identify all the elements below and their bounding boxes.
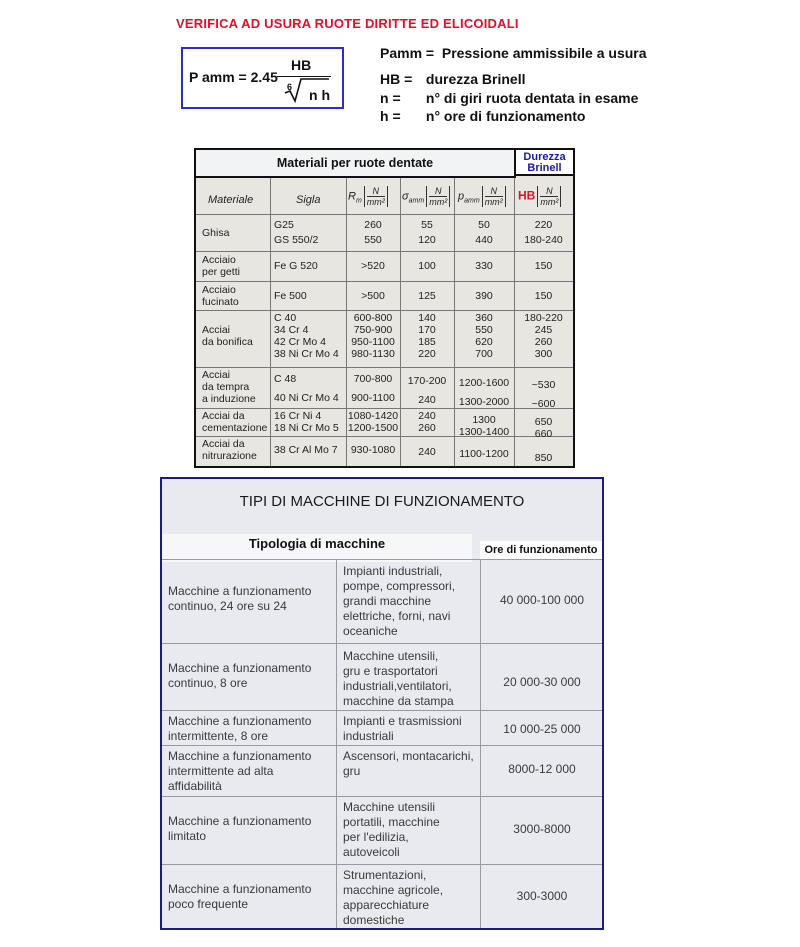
cell-line: domestiche: [343, 913, 405, 927]
symbol: σ: [402, 190, 409, 203]
pamm-cell: [454, 260, 514, 272]
tipo-cell: [168, 749, 333, 794]
cell-line: >520: [361, 260, 385, 272]
cell-line: 220: [418, 348, 436, 360]
cell-line: Ascensori, montacarichi,: [343, 749, 474, 763]
cell-line: 700-800: [353, 373, 393, 385]
cell-line: 140: [418, 312, 436, 324]
cell-line: macchine agricole,: [343, 883, 444, 897]
hb-cell: [514, 376, 573, 414]
cell-line: 16 Cr Ni 4: [274, 410, 322, 422]
cell-line: Acciaio: [202, 284, 236, 296]
rm-cell: [346, 370, 400, 408]
cell-line: 930-1080: [350, 444, 396, 456]
hb-cell: [514, 260, 573, 272]
cell-line: apparecchiature: [343, 898, 430, 912]
grid-line: [162, 864, 602, 865]
grid-line: [480, 559, 481, 928]
cell-line: 950-1100: [351, 336, 395, 348]
unit-denominator: mm²: [366, 197, 385, 207]
cell-line: 980-1130: [351, 348, 395, 360]
unit-numerator: N: [367, 186, 385, 197]
cell-line: ~530: [531, 379, 556, 391]
rm-cell: [346, 290, 400, 302]
cell-line: 120: [418, 234, 436, 246]
cell-line: Impianti industriali,: [343, 564, 443, 578]
unit-fraction: [364, 186, 388, 207]
pamm-cell: [454, 218, 514, 248]
cell-line: 40 Ni Cr Mo 4: [274, 392, 339, 404]
cell-line: 550: [364, 234, 382, 246]
cell-line: 660: [534, 428, 553, 440]
legend-symbol: h =: [380, 108, 401, 124]
samm-cell: [400, 372, 454, 410]
materiale-cell: [202, 438, 257, 462]
cell-line: da tempra: [202, 381, 250, 393]
page-title: VERIFICA AD USURA RUOTE DIRITTE ED ELICOIDALI: [176, 16, 519, 31]
legend-description: n° di giri ruota dentata in esame: [425, 90, 639, 106]
symbol: R: [348, 190, 356, 203]
samm-cell: [400, 290, 454, 302]
cell-line: fucinato: [202, 296, 239, 308]
cell-line: Acciai: [202, 324, 231, 336]
ore-cell: 40 000-100 000: [499, 593, 585, 607]
grid-line: [162, 745, 602, 746]
cell-line: 650: [534, 416, 553, 428]
sigla-cell: [274, 312, 339, 360]
cell-line: 1080-1420: [347, 410, 399, 422]
samm-cell: [400, 312, 454, 360]
cell-line: poco frequente: [168, 897, 249, 911]
pamm-cell: [454, 290, 514, 302]
cell-line: 1300-1400: [458, 426, 510, 438]
unit-fraction: [537, 186, 561, 207]
cell-line: 34 Cr 4: [274, 324, 309, 336]
cell-line: industriali,ventilatori,: [343, 679, 452, 693]
cell-line: 700: [475, 348, 493, 360]
cell-line: 150: [534, 290, 553, 302]
cell-line: 440: [475, 234, 493, 246]
cell-line: Acciaio: [202, 254, 236, 266]
cell-line: nitrurazione: [202, 450, 257, 462]
ore-cell: 10 000-25 000: [503, 722, 581, 736]
pamm-cell: [454, 448, 514, 460]
cell-line: ~600: [531, 398, 556, 410]
grid-line: [162, 643, 602, 644]
pamm-cell: [454, 312, 514, 360]
cell-line: 170-200: [407, 375, 447, 387]
cell-line: 240: [418, 394, 436, 406]
legend-item-h: [380, 108, 585, 124]
grid-line: [162, 796, 602, 797]
grid-line: [162, 710, 602, 711]
grid-line: [162, 559, 602, 560]
samm-cell: [400, 410, 454, 434]
cell-line: gru e trasportatori: [343, 664, 438, 678]
cell-line: 100: [418, 260, 436, 272]
materiale-cell: [202, 254, 240, 278]
legend-item-pamm: [380, 45, 647, 61]
formula-numerator: HB: [291, 57, 312, 73]
rm-cell: [346, 410, 400, 434]
cell-line: Fe G 520: [274, 260, 318, 272]
materiale-cell: [202, 284, 239, 308]
legend-symbol: HB =: [380, 71, 413, 87]
unit-numerator: N: [429, 186, 447, 197]
cell-line: 55: [421, 219, 433, 231]
cell-line: affidabilità: [168, 779, 222, 793]
wear-formula-box: [181, 47, 344, 109]
cell-line: 1300: [472, 414, 496, 426]
cell-line: C 40: [274, 312, 297, 324]
cell-line: 150: [534, 260, 553, 272]
sigla-cell: [274, 370, 339, 408]
ore-cell: 300-3000: [516, 889, 568, 903]
samm-cell: [400, 218, 454, 248]
cell-line: 180-220: [524, 312, 563, 324]
cell-line: 550: [475, 324, 493, 336]
cell-line: continuo, 8 ore: [168, 676, 248, 690]
ore-cell: 8000-12 000: [508, 762, 576, 776]
pamm-cell: [454, 414, 514, 438]
cell-line: Fe 500: [274, 290, 307, 302]
cell-line: Acciai da: [202, 438, 245, 450]
ore-cell: 20 000-30 000: [503, 675, 581, 689]
cell-line: Acciai da: [202, 410, 245, 422]
hb-cell: [514, 416, 573, 440]
cell-line: 50: [478, 219, 490, 231]
cell-line: 185: [418, 336, 436, 348]
cell-line: 42 Cr Mo 4: [274, 336, 326, 348]
cell-line: Macchine a funzionamento: [168, 749, 312, 763]
cell-line: 245: [534, 324, 553, 336]
materials-table: [194, 148, 575, 468]
cell-line: 390: [475, 290, 493, 302]
cell-line: autoveicoli: [343, 845, 400, 859]
materials-table-header: Materiali per ruote dentate: [196, 150, 516, 178]
cell-line: gru: [343, 764, 361, 778]
col-header-materiale: Materiale: [208, 194, 254, 206]
cell-line: 180-240: [524, 234, 563, 246]
formula-root-index: 6: [287, 82, 293, 92]
cell-line: 240: [418, 446, 436, 458]
cell-line: 1300-2000: [458, 396, 510, 408]
tipo-cell: [168, 661, 333, 691]
cell-line: macchine da stampa: [343, 694, 454, 708]
header-line: Brinell: [527, 162, 562, 174]
cell-line: 1200-1500: [347, 422, 399, 434]
grid-line: [196, 251, 573, 252]
subscript: amm: [464, 197, 480, 205]
cell-line: 300: [534, 348, 553, 360]
cell-line: Impianti e trasmissioni: [343, 714, 462, 728]
cell-line: 38 Ni Cr Mo 4: [274, 348, 339, 360]
unit-denominator: mm²: [484, 197, 503, 207]
hb-cell: [514, 290, 573, 302]
cell-line: 750-900: [353, 324, 393, 336]
esempi-cell: [343, 800, 478, 860]
cell-line: elettriche, forni, navi: [343, 609, 451, 623]
col-header-sigla: Sigla: [296, 194, 321, 206]
materiale-cell: [202, 227, 229, 239]
formula-lhs: P amm = 2.45: [189, 69, 278, 85]
cell-line: Macchine a funzionamento: [168, 714, 312, 728]
cell-line: 330: [475, 260, 493, 272]
cell-line: grandi macchine: [343, 594, 432, 608]
machines-table-title: TIPI DI MACCHINE DI FUNZIONAMENTO: [239, 493, 525, 510]
cell-line: 620: [475, 336, 493, 348]
symbol: p: [458, 190, 465, 203]
cell-line: pompe, compressori,: [343, 579, 456, 593]
formula-root-argument: n h: [309, 87, 330, 103]
rm-cell: [346, 312, 400, 360]
header-line: Durezza: [523, 151, 566, 163]
legend-symbol: n =: [380, 90, 401, 106]
cell-line: Acciai: [202, 369, 231, 381]
ore-cell: 3000-8000: [513, 822, 571, 836]
cell-line: 1200-1600: [458, 377, 510, 389]
rm-cell: [346, 444, 400, 456]
durezza-brinell-header: [516, 150, 573, 176]
cell-line: Macchine utensili: [343, 800, 436, 814]
cell-line: per getti: [202, 266, 240, 278]
cell-line: intermittente, 8 ore: [168, 729, 269, 743]
cell-line: 38 Cr Al Mo 7: [274, 444, 338, 456]
cell-line: 260: [534, 336, 553, 348]
cell-line: portatili, macchine: [343, 815, 440, 829]
tipo-cell: [168, 814, 333, 844]
cell-line: Macchine a funzionamento: [168, 584, 312, 598]
subscript: m: [355, 197, 362, 205]
materiale-cell: [202, 369, 256, 405]
esempi-cell: [343, 749, 478, 779]
samm-cell: [400, 260, 454, 272]
sigla-cell: [274, 444, 338, 456]
grid-line: [270, 178, 271, 466]
cell-line: 900-1100: [351, 392, 395, 404]
cell-line: 240: [418, 410, 436, 422]
grid-line: [196, 310, 573, 311]
unit-numerator: N: [485, 186, 503, 197]
cell-line: C 48: [274, 373, 297, 385]
cell-line: Macchine a funzionamento: [168, 882, 312, 896]
hb-cell: [514, 218, 573, 248]
esempi-cell: [343, 714, 478, 744]
legend-description: Pressione ammissibile a usura: [441, 45, 647, 61]
cell-line: intermittente ad alta: [168, 764, 274, 778]
cell-line: per l'edilizia,: [343, 830, 409, 844]
cell-line: Macchine utensili,: [343, 649, 439, 663]
unit-fraction: [482, 186, 506, 207]
rm-cell: [346, 218, 400, 248]
tipo-cell: [168, 882, 333, 912]
cell-line: continuo, 24 ore su 24: [168, 599, 287, 613]
materiale-cell: [202, 410, 267, 434]
cell-line: limitato: [168, 829, 207, 843]
tipo-cell: [168, 584, 333, 614]
esempi-cell: [343, 564, 478, 639]
unit-denominator: mm²: [540, 197, 559, 207]
grid-line: [196, 214, 573, 215]
cell-line: 1100-1200: [459, 448, 509, 460]
pamm-cell: [454, 374, 514, 412]
cell-line: 850: [534, 452, 553, 464]
sigla-cell: [274, 218, 318, 248]
cell-line: Macchine a funzionamento: [168, 814, 312, 828]
unit-denominator: mm²: [429, 197, 448, 207]
rm-cell: [346, 260, 400, 272]
esempi-cell: [343, 649, 478, 709]
cell-line: Ghisa: [202, 227, 230, 239]
legend-item-n: [380, 90, 638, 106]
samm-cell: [400, 446, 454, 458]
cell-line: 170: [418, 324, 436, 336]
unit-fraction: [426, 186, 450, 207]
hb-symbol: HB: [518, 188, 536, 203]
subscript: amm: [408, 197, 425, 205]
grid-line: [196, 367, 573, 368]
cell-line: 260: [364, 219, 382, 231]
hb-cell: [514, 452, 573, 464]
legend-description: durezza Brinell: [425, 71, 526, 87]
materiale-cell: [202, 324, 253, 348]
sigla-cell: [274, 260, 318, 272]
cell-line: Strumentazioni,: [343, 868, 427, 882]
grid-line: [196, 281, 573, 282]
cell-line: industriali: [343, 729, 394, 743]
cell-line: >500: [361, 290, 385, 302]
sigla-cell: [274, 290, 307, 302]
legend-item-hb: [380, 71, 525, 87]
cell-line: GS 550/2: [274, 234, 319, 246]
cell-line: 360: [475, 312, 493, 324]
cell-line: Macchine a funzionamento: [168, 661, 312, 675]
cell-line: 125: [418, 290, 436, 302]
grid-line: [336, 559, 337, 928]
cell-line: 220: [534, 219, 553, 231]
cell-line: oceaniche: [343, 624, 398, 638]
cell-line: a induzione: [202, 393, 256, 405]
cell-line: 18 Ni Cr Mo 5: [274, 422, 339, 434]
cell-line: 600-800: [353, 312, 393, 324]
legend-symbol: Pamm =: [380, 45, 435, 61]
cell-line: da bonifica: [202, 336, 253, 348]
col-header-tipologia: Tipologia di macchine: [162, 534, 472, 562]
machines-table: [160, 477, 604, 930]
legend-description: n° ore di funzionamento: [425, 108, 586, 124]
sigla-cell: [274, 410, 339, 434]
esempi-cell: [343, 868, 478, 928]
cell-line: 260: [418, 422, 436, 434]
hb-cell: [514, 312, 573, 360]
cell-line: cementazione: [202, 422, 268, 434]
cell-line: G25: [274, 219, 294, 231]
tipo-cell: [168, 714, 333, 744]
col-header-ore: Ore di funzionamento: [480, 541, 602, 559]
unit-numerator: N: [540, 186, 558, 197]
